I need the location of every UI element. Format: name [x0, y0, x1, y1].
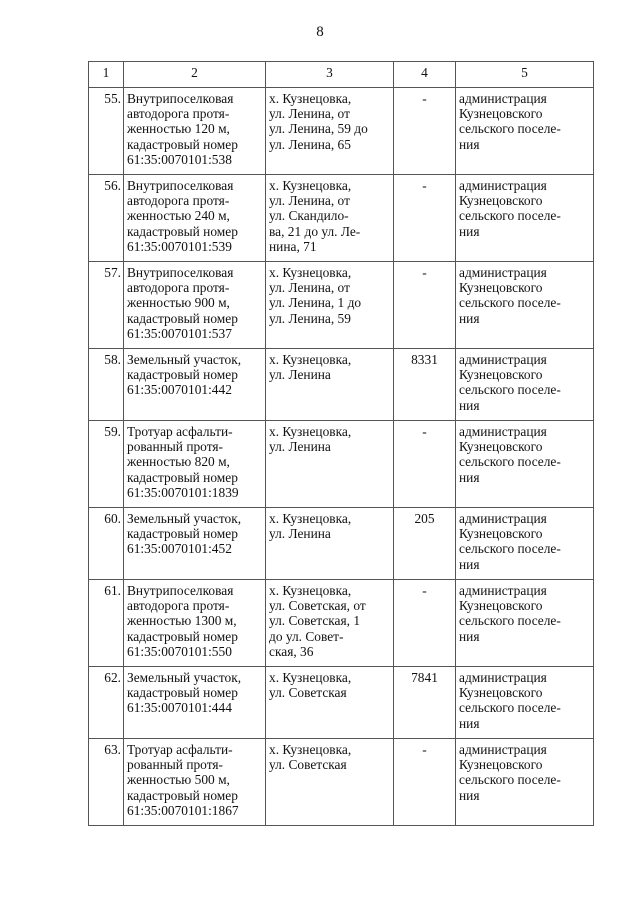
object-area: 7841	[411, 670, 438, 685]
object-address-cell	[266, 88, 394, 175]
object-owner-cell	[456, 88, 594, 175]
column-header: 4	[394, 62, 456, 88]
object-area: -	[422, 742, 427, 757]
column-header: 2	[124, 62, 266, 88]
row-number: 62.	[104, 670, 121, 685]
row-number: 60.	[104, 511, 121, 526]
row-number-cell	[89, 667, 124, 739]
object-name: Тротуар асфальти- рованный протя- женностью 500 м, кадастровый номер 61:35:0070101:1867	[127, 742, 239, 818]
row-number-cell	[89, 739, 124, 826]
object-address: х. Кузнецовка, ул. Ленина, от ул. Ленина, 1 до ул. Ленина, 59	[269, 265, 362, 326]
table-row	[89, 175, 594, 262]
object-owner: администрация Кузнецовского сельского поселе- ния	[459, 352, 561, 413]
table-row	[89, 262, 594, 349]
header-row	[89, 62, 594, 88]
object-name-cell	[124, 421, 266, 508]
object-area-cell	[394, 349, 456, 421]
table-row	[89, 421, 594, 508]
object-address-cell	[266, 175, 394, 262]
object-owner-cell	[456, 739, 594, 826]
object-owner: администрация Кузнецовского сельского поселе- ния	[459, 742, 561, 803]
object-address: х. Кузнецовка, ул. Советская, от ул. Советская, 1 до ул. Совет- ская, 36	[269, 583, 366, 659]
object-address-cell	[266, 580, 394, 667]
object-name: Тротуар асфальти- рованный протя- женностью 820 м, кадастровый номер 61:35:0070101:1839	[127, 424, 239, 500]
table-row	[89, 739, 594, 826]
object-address: х. Кузнецовка, ул. Ленина	[269, 424, 352, 455]
row-number: 56.	[104, 178, 121, 193]
column-header: 5	[456, 62, 594, 88]
object-owner-cell	[456, 667, 594, 739]
object-name: Внутрипоселковая автодорога протя- женностью 120 м, кадастровый номер 61:35:0070101:538	[127, 91, 238, 167]
object-address-cell	[266, 262, 394, 349]
row-number-cell	[89, 508, 124, 580]
object-name: Внутрипоселковая автодорога протя- женностью 240 м, кадастровый номер 61:35:0070101:539	[127, 178, 238, 254]
object-owner-cell	[456, 508, 594, 580]
object-name: Внутрипоселковая автодорога протя- женностью 1300 м, кадастровый номер 61:35:0070101:550	[127, 583, 238, 659]
object-area-cell	[394, 667, 456, 739]
object-name: Земельный участок, кадастровый номер 61:35:0070101:452	[127, 511, 242, 557]
object-address: х. Кузнецовка, ул. Ленина	[269, 511, 352, 542]
property-table	[88, 61, 594, 826]
object-area-cell	[394, 421, 456, 508]
object-area-cell	[394, 175, 456, 262]
table-row	[89, 88, 594, 175]
row-number: 63.	[104, 742, 121, 757]
object-owner-cell	[456, 421, 594, 508]
object-area: -	[422, 583, 427, 598]
object-owner: администрация Кузнецовского сельского поселе- ния	[459, 265, 561, 326]
object-area: -	[422, 424, 427, 439]
object-name-cell	[124, 88, 266, 175]
object-name-cell	[124, 508, 266, 580]
object-owner: администрация Кузнецовского сельского поселе- ния	[459, 583, 561, 644]
page-number: 8	[316, 24, 324, 40]
row-number: 57.	[104, 265, 121, 280]
row-number: 58.	[104, 352, 121, 367]
object-area: -	[422, 178, 427, 193]
object-name: Земельный участок, кадастровый номер 61:35:0070101:444	[127, 670, 242, 716]
object-area: 205	[414, 511, 435, 526]
object-owner-cell	[456, 580, 594, 667]
object-owner: администрация Кузнецовского сельского поселе- ния	[459, 511, 561, 572]
object-name: Внутрипоселковая автодорога протя- женностью 900 м, кадастровый номер 61:35:0070101:537	[127, 265, 238, 341]
object-address-cell	[266, 508, 394, 580]
object-address-cell	[266, 667, 394, 739]
object-address: х. Кузнецовка, ул. Советская	[269, 742, 352, 773]
object-address-cell	[266, 349, 394, 421]
object-area-cell	[394, 508, 456, 580]
object-area-cell	[394, 580, 456, 667]
object-area-cell	[394, 739, 456, 826]
row-number-cell	[89, 262, 124, 349]
object-name-cell	[124, 349, 266, 421]
object-address: х. Кузнецовка, ул. Ленина, от ул. Ленина, 59 до ул. Ленина, 65	[269, 91, 368, 152]
column-header: 1	[89, 62, 124, 88]
object-area-cell	[394, 262, 456, 349]
row-number: 61.	[104, 583, 121, 598]
object-area: -	[422, 265, 427, 280]
object-name-cell	[124, 262, 266, 349]
row-number: 55.	[104, 91, 121, 106]
row-number-cell	[89, 88, 124, 175]
object-owner: администрация Кузнецовского сельского поселе- ния	[459, 424, 561, 485]
object-address: х. Кузнецовка, ул. Советская	[269, 670, 352, 701]
object-owner: администрация Кузнецовского сельского поселе- ния	[459, 178, 561, 239]
object-area: -	[422, 91, 427, 106]
row-number-cell	[89, 175, 124, 262]
object-owner-cell	[456, 175, 594, 262]
object-area: 8331	[411, 352, 438, 367]
row-number-cell	[89, 349, 124, 421]
object-owner: администрация Кузнецовского сельского поселе- ния	[459, 670, 561, 731]
row-number-cell	[89, 421, 124, 508]
object-address: х. Кузнецовка, ул. Ленина	[269, 352, 352, 383]
object-name-cell	[124, 175, 266, 262]
object-name-cell	[124, 667, 266, 739]
object-owner-cell	[456, 262, 594, 349]
object-owner-cell	[456, 349, 594, 421]
table-row	[89, 580, 594, 667]
table-row	[89, 667, 594, 739]
object-name-cell	[124, 580, 266, 667]
table-row	[89, 349, 594, 421]
object-address-cell	[266, 739, 394, 826]
object-name: Земельный участок, кадастровый номер 61:35:0070101:442	[127, 352, 242, 398]
object-address-cell	[266, 421, 394, 508]
column-header: 3	[266, 62, 394, 88]
row-number: 59.	[104, 424, 121, 439]
table-row	[89, 508, 594, 580]
object-area-cell	[394, 88, 456, 175]
object-address: х. Кузнецовка, ул. Ленина, от ул. Скандило- ва, 21 до ул. Ле- нина, 71	[269, 178, 361, 254]
object-owner: администрация Кузнецовского сельского поселе- ния	[459, 91, 561, 152]
object-name-cell	[124, 739, 266, 826]
row-number-cell	[89, 580, 124, 667]
